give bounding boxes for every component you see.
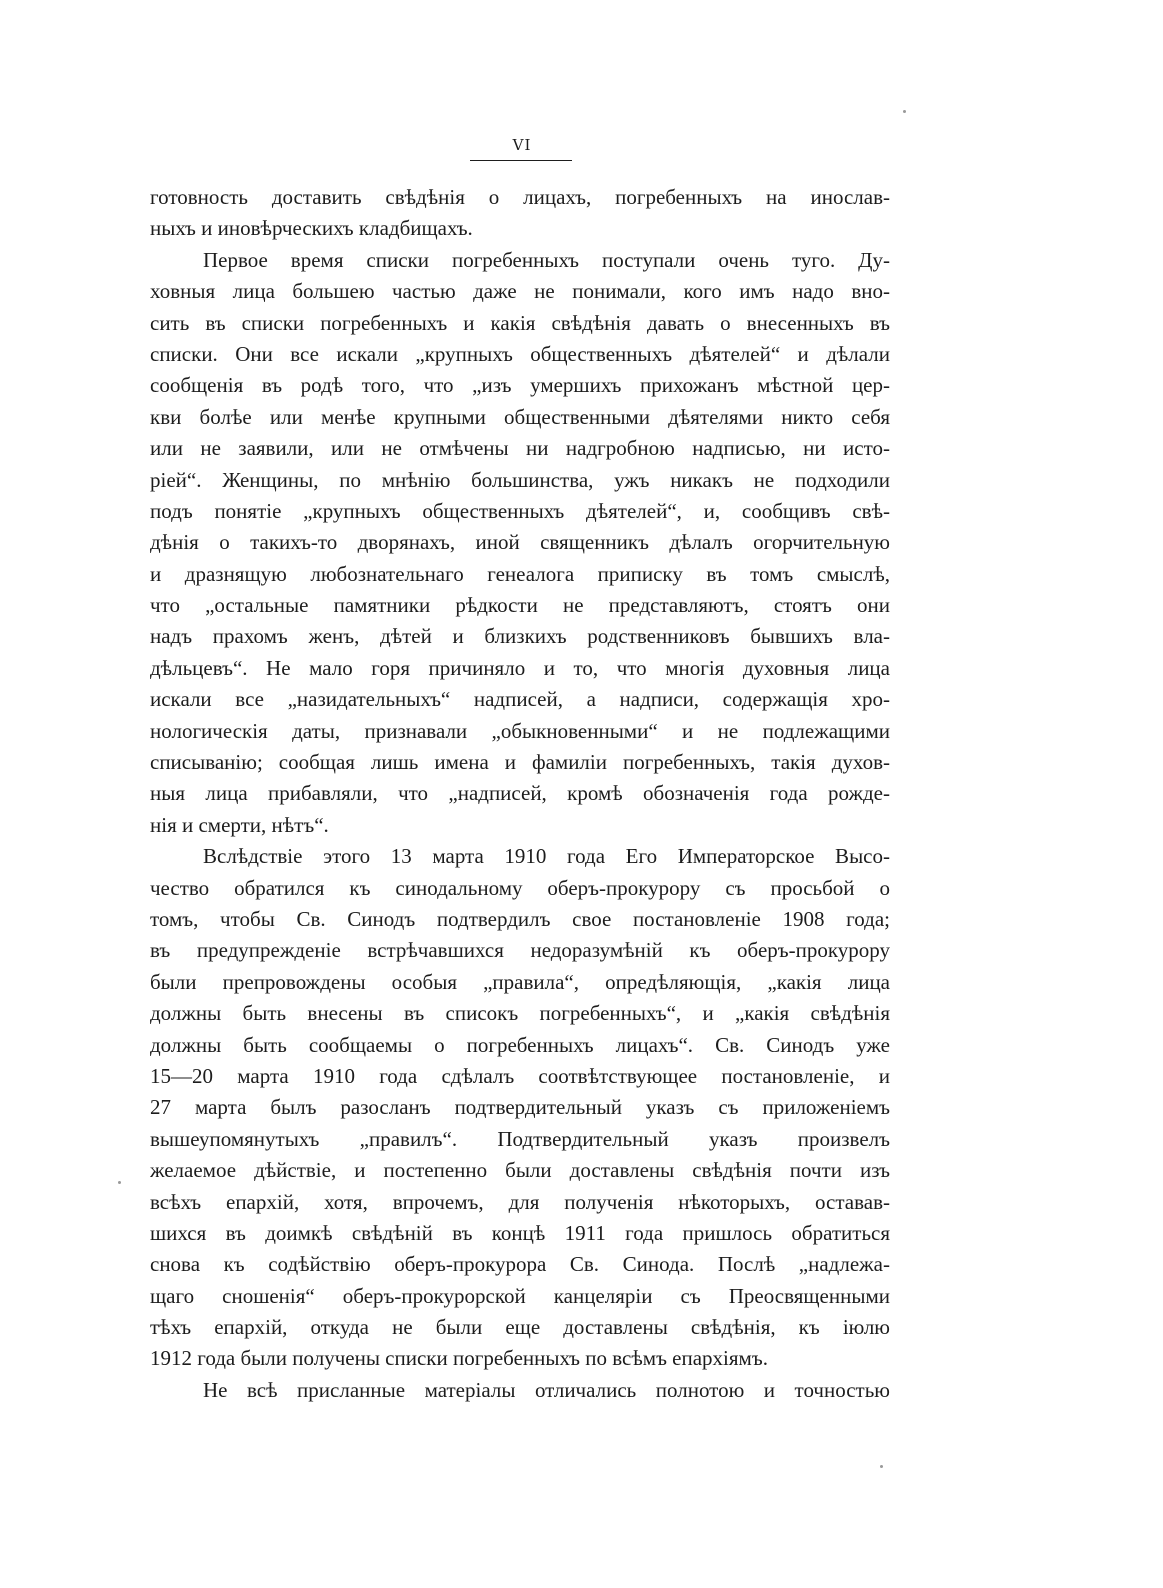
text-line: ныя лица прибавляли, что „надписей, кромѣ обозначенія года рожде- [150,781,890,806]
text-line: томъ, чтобы Св. Синодъ подтвердилъ свое постановленіе 1908 года; [150,906,890,931]
text-line: тѣхъ епархій, откуда не были еще доставлены свѣдѣнія, къ іюлю [150,1315,890,1340]
text-line: чество обратился къ синодальному оберъ-прокурору съ просьбой о [150,875,890,900]
text-line: сить въ списки погребенныхъ и какія свѣдѣнія давать о внесенныхъ въ [150,310,890,335]
paper-speck [118,1181,121,1184]
text-line: искали все „назидательныхъ“ надписей, а надписи, содержащія хро- [150,687,890,712]
text-line: щаго сношенія“ оберъ-прокурорской канцеляріи съ Преосвященными [150,1283,890,1308]
text-line: надъ прахомъ женъ, дѣтей и близкихъ родственниковъ бывшихъ вла- [150,624,890,649]
text-line: или не заявили, или не отмѣчены ни надгробною надписью, ни исто- [150,436,890,461]
text-line: готовность доставить свѣдѣнія о лицахъ, погребенныхъ на инослав- [150,185,890,209]
text-line: Вслѣдствіе этого 13 марта 1910 года Его Императорское Высо- [203,844,890,869]
text-line: въ предупрежденіе встрѣчавшихся недоразумѣній къ оберъ-прокурору [150,938,890,963]
text-line: ныхъ и иновѣрческихъ кладбищахъ. [150,216,473,241]
text-line: нія и смерти, нѣтъ“. [150,812,329,837]
text-line: нологическія даты, признавали „обыкновенными“ и не подлежащими [150,718,890,743]
text-line: шихся въ доимкѣ свѣдѣній въ концѣ 1911 года пришлось обратиться [150,1220,890,1245]
text-line: всѣхъ епархій, хотя, впрочемъ, для полученія нѣкоторыхъ, оставав- [150,1189,890,1214]
text-line: дѣльцевъ“. Не мало горя причиняло и то, что многія духовныя лица [150,655,890,680]
page-number: VI [512,136,532,154]
text-line: подъ понятіе „крупныхъ общественныхъ дѣятелей“, и, сообщивъ свѣ- [150,498,890,523]
text-line: и дразнящую любознательнаго генеалога приписку въ томъ смыслѣ, [150,561,890,586]
text-line: были препровождены особыя „правила“, опредѣляющія, „какія лица [150,969,890,994]
text-line: Не всѣ присланные матеріалы отличались полнотою и точностью [203,1377,890,1402]
text-line: 1912 года были получены списки погребенныхъ по всѣмъ епархіямъ. [150,1346,768,1371]
text-line: дѣнія о такихъ-то дворянахъ, иной священникъ дѣлалъ огорчительную [150,530,890,555]
text-line: кви болѣе или менѣе крупными общественными дѣятелями никто себя [150,404,890,429]
body-text [150,182,890,1406]
paper-speck [903,110,906,113]
text-line: ховныя лица большею частью даже не понимали, кого имъ надо вно- [150,279,890,304]
text-line: снова къ содѣйствію оберъ-прокурора Св. Синода. Послѣ „надлежа- [150,1252,890,1277]
text-line: 15—20 марта 1910 года сдѣлалъ соотвѣтствующее постановленіе, и [150,1063,890,1088]
text-line: вышеупомянутыхъ „правилъ“. Подтвердительный указъ произвелъ [150,1126,890,1151]
text-line: 27 марта былъ разосланъ подтвердительный указъ съ приложеніемъ [150,1095,890,1120]
text-line: должны быть сообщаемы о погребенныхъ лицахъ“. Св. Синодъ уже [150,1032,890,1057]
paper-speck [880,1465,883,1468]
text-line: списки. Они все искали „крупныхъ общественныхъ дѣятелей“ и дѣлали [150,341,890,366]
text-line: желаемое дѣйствіе, и постепенно были доставлены свѣдѣнія почти изъ [150,1158,890,1183]
text-line: должны быть внесены въ списокъ погребенныхъ“, и „какія свѣдѣнія [150,1001,890,1026]
text-line: Первое время списки погребенныхъ поступали очень туго. Ду- [203,247,890,272]
text-line: что „остальные памятники рѣдкости не представляютъ, стоятъ они [150,593,890,618]
text-line: списыванію; сообщая лишь имена и фамиліи погребенныхъ, такія духов- [150,750,890,775]
text-line: ріей“. Женщины, по мнѣнію большинства, ужъ никакъ не подходили [150,467,890,492]
text-line: сообщенія въ родѣ того, что „изъ умершихъ прихожанъ мѣстной цер- [150,373,890,398]
page-number-rule [470,160,572,161]
